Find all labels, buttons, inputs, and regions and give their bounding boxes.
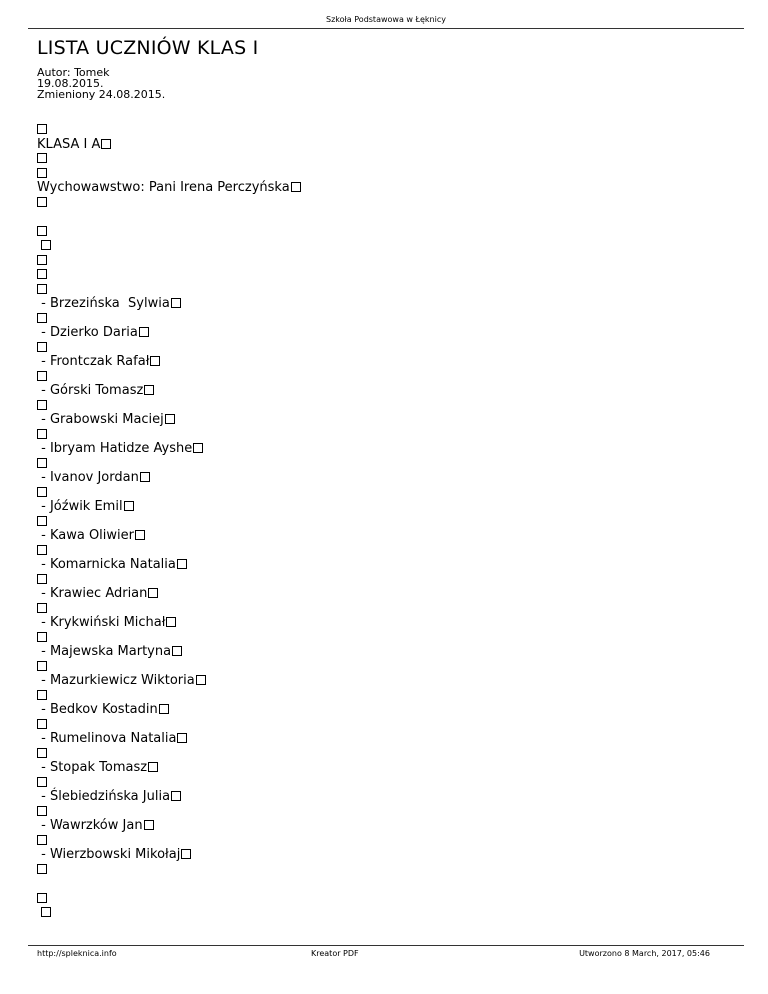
missing-glyph-box <box>41 907 51 917</box>
student-item <box>37 819 301 834</box>
author-line: Autor: Tomek <box>37 66 110 79</box>
student-name: - Ślebiedzińska Julia <box>37 789 171 804</box>
student-name: - Stopak Tomasz <box>37 760 148 775</box>
missing-glyph-box <box>41 240 51 250</box>
footer-created-date: Utworzono 8 March, 2017, 05:46 <box>579 949 710 958</box>
student-name: - Brzezińska Sylwia <box>37 296 170 311</box>
student-name: - Grabowski Maciej <box>37 412 164 427</box>
missing-glyph-box <box>37 690 47 700</box>
missing-glyph-box <box>37 153 47 163</box>
missing-glyph-box <box>193 443 203 453</box>
placeholder-line <box>37 573 301 588</box>
missing-glyph-box <box>37 371 47 381</box>
placeholder-line <box>37 834 301 849</box>
placeholder-line <box>37 544 301 559</box>
placeholder-line <box>37 341 301 356</box>
teacher-line <box>37 181 301 196</box>
student-name: - Komarnicka Natalia <box>37 557 176 572</box>
student-item <box>37 413 301 428</box>
footer-generator: Kreator PDF <box>311 949 359 958</box>
placeholder-line <box>37 805 301 820</box>
missing-glyph-box <box>37 893 47 903</box>
student-name: - Górski Tomasz <box>37 383 144 398</box>
student-name: - Kawa Oliwier <box>37 528 134 543</box>
placeholder-line <box>37 689 301 704</box>
missing-glyph-box <box>37 835 47 845</box>
placeholder-line <box>37 718 301 733</box>
missing-glyph-box <box>291 182 301 192</box>
student-item <box>37 732 301 747</box>
missing-glyph-box <box>171 298 181 308</box>
student-item <box>37 500 301 515</box>
article-body <box>37 123 301 921</box>
header-rule <box>28 28 744 29</box>
student-name: - Wawrzków Jan <box>37 818 143 833</box>
student-item <box>37 384 301 399</box>
created-date: 19.08.2015. <box>37 77 104 90</box>
footer-url: http://spleknica.info <box>37 949 117 958</box>
placeholder-line <box>37 776 301 791</box>
modified-date: Zmieniony 24.08.2015. <box>37 88 166 101</box>
missing-glyph-box <box>124 501 134 511</box>
student-item <box>37 355 301 370</box>
student-item <box>37 703 301 718</box>
student-item <box>37 645 301 660</box>
student-name: - Bedkov Kostadin <box>37 702 158 717</box>
missing-glyph-box <box>37 487 47 497</box>
student-name: - Dzierko Daria <box>37 325 138 340</box>
missing-glyph-box <box>144 820 154 830</box>
missing-glyph-box <box>37 603 47 613</box>
missing-glyph-box <box>135 530 145 540</box>
missing-glyph-box <box>177 733 187 743</box>
student-item <box>37 761 301 776</box>
placeholder-line <box>37 863 301 878</box>
placeholder-line <box>37 254 301 269</box>
placeholder-line <box>37 906 301 921</box>
missing-glyph-box <box>196 675 206 685</box>
missing-glyph-box <box>181 849 191 859</box>
student-item <box>37 848 301 863</box>
placeholder-line <box>37 268 301 283</box>
missing-glyph-box <box>177 559 187 569</box>
missing-glyph-box <box>37 313 47 323</box>
student-list <box>37 297 301 877</box>
missing-glyph-box <box>37 632 47 642</box>
missing-glyph-box <box>172 646 182 656</box>
placeholder-line <box>37 283 301 298</box>
student-item <box>37 529 301 544</box>
placeholder-line <box>37 312 301 327</box>
placeholder-line <box>37 123 301 138</box>
student-name: - Ibryam Hatidze Ayshe <box>37 441 193 456</box>
placeholder-line <box>37 196 301 211</box>
student-item <box>37 790 301 805</box>
missing-glyph-box <box>37 124 47 134</box>
student-name: - Frontczak Rafał <box>37 354 150 369</box>
placeholder-line <box>37 428 301 443</box>
missing-glyph-box <box>166 617 176 627</box>
page-title: LISTA UCZNIÓW KLAS I <box>37 37 259 59</box>
placeholder-line <box>37 631 301 646</box>
missing-glyph-box <box>150 356 160 366</box>
missing-glyph-box <box>37 429 47 439</box>
missing-glyph-box <box>37 269 47 279</box>
student-item <box>37 471 301 486</box>
missing-glyph-box <box>171 791 181 801</box>
missing-glyph-box <box>37 748 47 758</box>
missing-glyph-box <box>37 342 47 352</box>
class-label: KLASA I A <box>37 136 101 152</box>
student-name: - Ivanov Jordan <box>37 470 139 485</box>
student-name: - Krykwiński Michał <box>37 615 166 630</box>
article-meta <box>37 67 165 100</box>
missing-glyph-box <box>101 139 111 149</box>
student-item <box>37 587 301 602</box>
missing-glyph-box <box>139 327 149 337</box>
placeholder-line <box>37 457 301 472</box>
missing-glyph-box <box>37 516 47 526</box>
student-item <box>37 297 301 312</box>
student-name: - Wierzbowski Mikołaj <box>37 847 181 862</box>
footer-rule <box>28 945 744 946</box>
missing-glyph-box <box>37 400 47 410</box>
student-item <box>37 558 301 573</box>
placeholder-line <box>37 486 301 501</box>
missing-glyph-box <box>37 226 47 236</box>
page-header: Szkoła Podstawowa w Łęknicy <box>326 15 446 24</box>
missing-glyph-box <box>140 472 150 482</box>
missing-glyph-box <box>37 864 47 874</box>
student-name: - Jóźwik Emil <box>37 499 123 514</box>
placeholder-line <box>37 660 301 675</box>
student-item <box>37 674 301 689</box>
missing-glyph-box <box>37 255 47 265</box>
student-name: - Mazurkiewicz Wiktoria <box>37 673 195 688</box>
placeholder-line <box>37 370 301 385</box>
missing-glyph-box <box>159 704 169 714</box>
student-item <box>37 442 301 457</box>
student-name: - Majewska Martyna <box>37 644 172 659</box>
student-name: - Rumelinova Natalia <box>37 731 177 746</box>
student-item <box>37 616 301 631</box>
placeholder-line <box>37 515 301 530</box>
missing-glyph-box <box>37 719 47 729</box>
missing-glyph-box <box>37 458 47 468</box>
missing-glyph-box <box>37 168 47 178</box>
missing-glyph-box <box>144 385 154 395</box>
missing-glyph-box <box>37 777 47 787</box>
class-heading <box>37 138 301 153</box>
missing-glyph-box <box>148 762 158 772</box>
placeholder-line <box>37 167 301 182</box>
missing-glyph-box <box>37 545 47 555</box>
missing-glyph-box <box>37 197 47 207</box>
placeholder-line <box>37 399 301 414</box>
missing-glyph-box <box>37 661 47 671</box>
missing-glyph-box <box>37 284 47 294</box>
placeholder-line <box>37 152 301 167</box>
student-name: - Krawiec Adrian <box>37 586 148 601</box>
placeholder-line <box>37 747 301 762</box>
missing-glyph-box <box>37 806 47 816</box>
student-item <box>37 326 301 341</box>
placeholder-line <box>37 225 301 240</box>
missing-glyph-box <box>165 414 175 424</box>
placeholder-line <box>37 239 301 254</box>
missing-glyph-box <box>37 574 47 584</box>
placeholder-line <box>37 892 301 907</box>
placeholder-line <box>37 602 301 617</box>
teacher-label: Wychowawstwo: Pani Irena Perczyńska <box>37 180 290 195</box>
missing-glyph-box <box>148 588 158 598</box>
